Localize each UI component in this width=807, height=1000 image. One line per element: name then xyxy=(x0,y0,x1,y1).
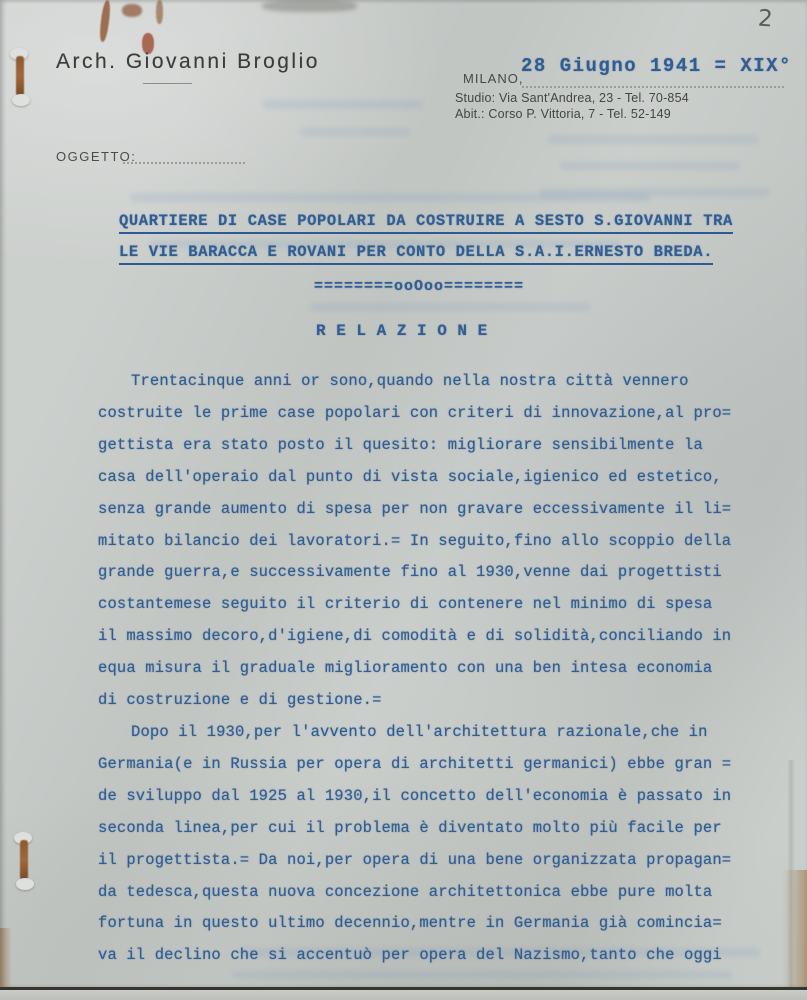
letterhead-studio-address: Studio: Via Sant'Andrea, 23 - Tel. 70-854 xyxy=(455,91,689,105)
sheet-below xyxy=(0,990,807,1000)
body-text-line: fortuna in questo ultimo decennio,mentre in Germania già comincia= xyxy=(98,914,722,933)
body-text-line: Germania(e in Russia per opera di architetti germanici) ebbe gran = xyxy=(98,754,732,773)
ornamental-separator: ========ooOoo======== xyxy=(313,278,525,295)
letterhead-underline xyxy=(143,82,192,84)
body-text-line: seconda linea,per cui il problema è diventato molto più facile per xyxy=(98,818,722,837)
bleed-through-text xyxy=(300,128,410,136)
bleed-through-text xyxy=(130,193,650,202)
body-text-line: costantemese seguito il criterio di contenere nel minimo di spesa xyxy=(98,595,713,614)
body-text-line: il massimo decoro,d'igiene,di comodità e di solidità,conciliando in xyxy=(98,627,732,646)
bleed-through-text xyxy=(548,135,758,144)
document-title xyxy=(119,212,733,274)
letterhead-name: Arch. Giovanni Broglio xyxy=(56,50,320,73)
document-title-line: LE VIE BARACCA E ROVANI PER CONTO DELLA S.A.I.ERNESTO BREDA. xyxy=(119,243,713,265)
body-text-line: costruite le prime case popolari con criteri di innovazione,al pro= xyxy=(98,403,732,422)
document-body xyxy=(98,366,743,972)
body-text-line: casa dell'operaio dal punto di vista sociale,igienico ed estetico, xyxy=(98,467,722,486)
body-text-line: Dopo il 1930,per l'avvento dell'architettura razionale,che in xyxy=(131,722,708,741)
rusty-staple xyxy=(10,48,34,108)
rust-stain xyxy=(98,0,111,42)
rusty-staple xyxy=(14,832,38,892)
subject-label: OGGETTO: xyxy=(56,149,137,164)
body-text-line: grande guerra,e successivamente fino al 1930,venne dai progettisti xyxy=(98,563,722,582)
aged-edge xyxy=(781,870,807,987)
body-text-line: da tedesca,questa nuova concezione architettonica ebbe pure molta xyxy=(98,882,713,901)
aged-edge xyxy=(0,928,12,987)
body-text-line: equa misura il graduale miglioramento con una ben intesa economia xyxy=(98,659,713,678)
letterhead-home-address: Abit.: Corso P. Vittoria, 7 - Tel. 52-149 xyxy=(455,107,671,121)
typed-date: 28 Giugno 1941 = XIX° xyxy=(521,55,792,77)
page-number: 2 xyxy=(757,5,774,33)
bleed-through-text xyxy=(310,303,590,311)
bleed-through-text xyxy=(560,162,740,170)
body-text-line: gettista era stato posto il quesito: migliorare sensibilmente la xyxy=(98,435,703,454)
body-text-line: mitato bilancio dei lavoratori.= In seguito,fino allo scoppio della xyxy=(98,531,732,550)
subject-dotted-line xyxy=(123,162,245,164)
body-text-line: va il declino che si accentuò per opera del Nazismo,tanto che oggi xyxy=(98,946,722,965)
body-text-line: di costruzione e di gestione.= xyxy=(98,691,382,710)
letterhead-city: MILANO, xyxy=(463,71,524,86)
rust-stain xyxy=(122,4,142,17)
ink-smudge xyxy=(262,0,357,12)
body-text-line: de sviluppo dal 1925 al 1930,il concetto dell'economia è passato in xyxy=(98,786,732,805)
body-text-line: il progettista.= Da noi,per opera di una bene organizzata propagan= xyxy=(98,850,732,869)
bleed-through-text xyxy=(263,100,423,109)
section-heading: R E L A Z I O N E xyxy=(316,322,488,340)
date-dotted-line xyxy=(522,86,784,88)
document-title-line: QUARTIERE DI CASE POPOLARI DA COSTRUIRE A SESTO S.GIOVANNI TRA xyxy=(119,212,733,234)
rust-stain xyxy=(156,0,163,24)
body-text-line: Trentacinque anni or sono,quando nella nostra città vennero xyxy=(131,372,689,390)
body-text-line: senza grande aumento di spesa per non gravare eccessivamente il li= xyxy=(98,499,732,518)
